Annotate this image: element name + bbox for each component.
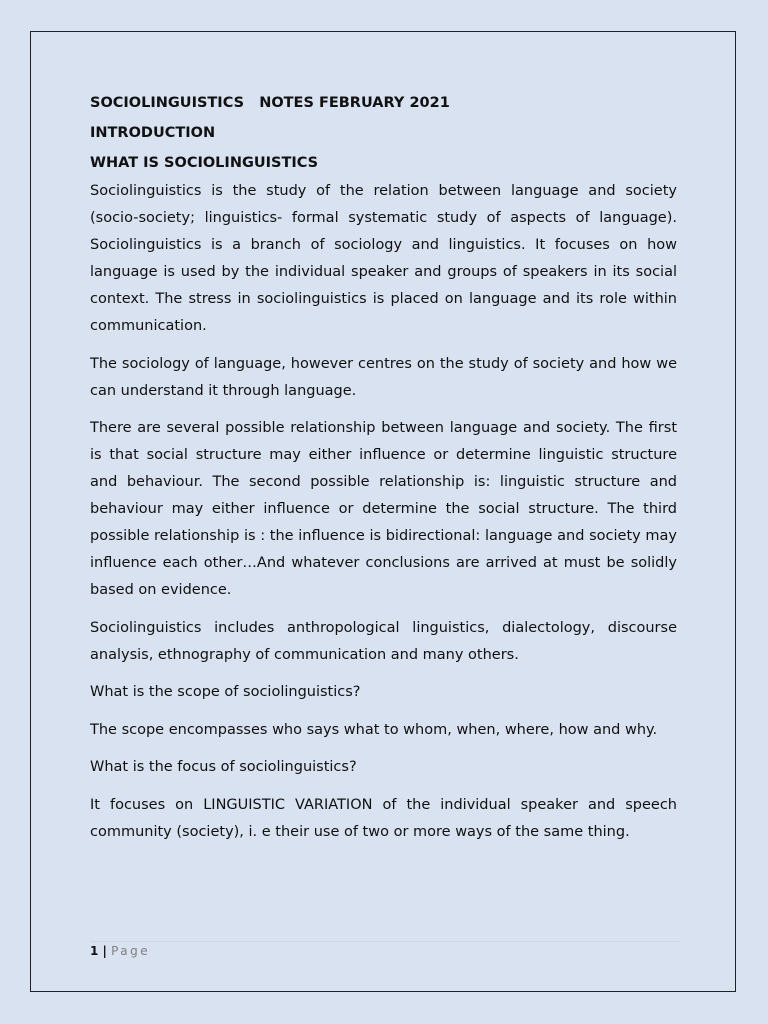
footer-divider <box>90 941 680 942</box>
paragraph-definition: Sociolinguistics is the study of the relation between language and society (socio-society; linguistics- formal systematic study of aspects of language). Sociolinguistics is a branch of sociology and linguistics. It focuses on how language is used by the individual speaker and groups of speakers in its social context. The stress in sociolinguistics is placed on language and its role within communication. <box>90 183 677 334</box>
question-scope: What is the scope of sociolinguistics? <box>90 684 361 700</box>
subsection-heading-what-is: WHAT IS SOCIOLINGUISTICS <box>90 155 319 171</box>
section-heading-introduction: INTRODUCTION <box>90 125 216 141</box>
paragraph-includes: Sociolinguistics includes anthropological linguistics, dialectology, discourse analysis, ethnography of communication and many others. <box>90 619 677 663</box>
page-content <box>90 88 677 856</box>
document-title: SOCIOLINGUISTICS NOTES FEBRUARY 2021 <box>90 95 450 111</box>
paragraph-sociology-of-language: The sociology of language, however centres on the study of society and how we can understand it through language. <box>90 355 677 399</box>
question-focus: What is the focus of sociolinguistics? <box>90 759 357 775</box>
page-footer <box>90 943 150 959</box>
paragraph-scope: The scope encompasses who says what to whom, when, where, how and why. <box>90 721 658 738</box>
paragraph-relationships: There are several possible relationship between language and society. The first is that social structure may either influence or determine linguistic structure and behaviour. The second possible relationship is: linguistic structure and behaviour may either influence or determine the social structure. The third possible relationship is : the influence is bidirectional: language and society may influence each other…And whatever conclusions are arrived at must be solidly based on evidence. <box>90 420 677 598</box>
footer-separator: | <box>98 944 112 958</box>
page-number: 1 <box>90 944 99 958</box>
paragraph-focus: It focuses on LINGUISTIC VARIATION of the individual speaker and speech community (society), i. e their use of two or more ways of the same thing. <box>90 796 677 840</box>
page-label: Page <box>111 944 151 958</box>
